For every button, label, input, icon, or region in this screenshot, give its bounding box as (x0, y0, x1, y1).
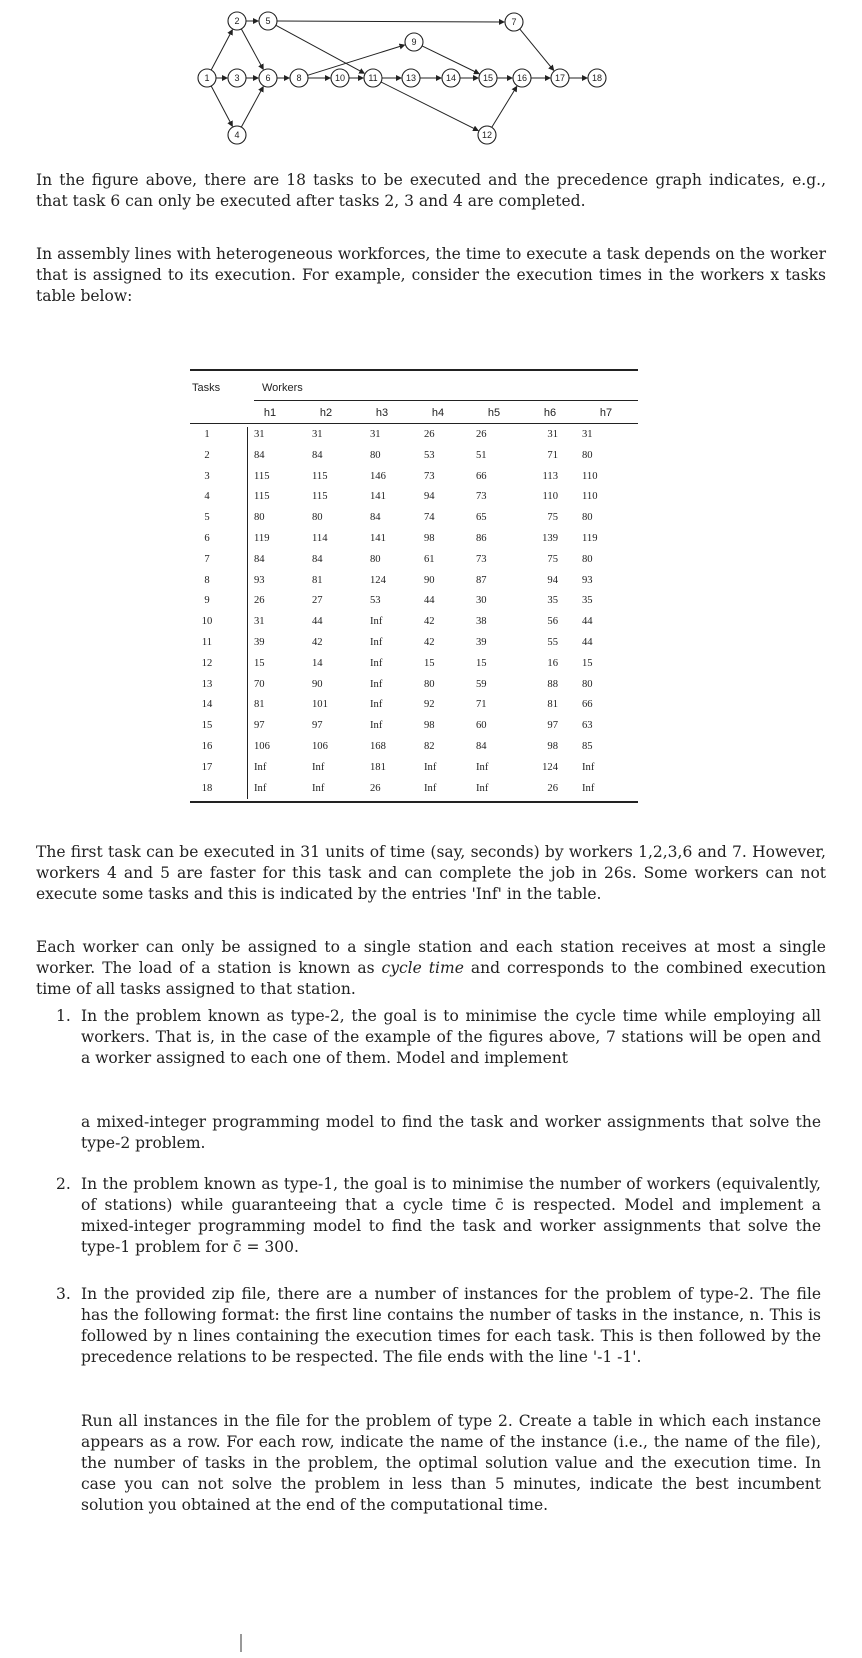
time-cell: 139 (542, 533, 558, 544)
task-node-label: 15 (482, 73, 494, 83)
time-cell: 106 (312, 741, 328, 752)
time-cell: 85 (582, 741, 593, 752)
time-cell: Inf (312, 782, 325, 794)
time-cell: 74 (424, 512, 435, 524)
time-cell: 84 (254, 449, 265, 461)
time-cell: Inf (424, 782, 437, 794)
table-row (190, 533, 638, 550)
task-node-4 (228, 126, 246, 144)
column-header-h3: h3 (375, 407, 389, 419)
time-cell: Inf (476, 761, 489, 773)
precedence-edge-2-6 (241, 29, 263, 69)
time-cell: 39 (476, 637, 487, 648)
time-cell: 101 (312, 699, 328, 711)
time-cell: 84 (254, 553, 265, 565)
time-cell: Inf (582, 782, 595, 794)
time-cell: 26 (424, 429, 435, 440)
time-cell: 55 (547, 637, 558, 648)
time-cell: 16 (547, 657, 558, 669)
time-cell: 44 (582, 616, 593, 628)
time-cell: 80 (312, 512, 323, 524)
time-cell: 42 (312, 637, 323, 648)
time-cell: Inf (370, 699, 383, 711)
time-cell: 98 (424, 720, 435, 732)
question-3-text-a: In the provided zip file, there are a number of instances for the problem of type-2. The file has the following format: the first line contains the number of tasks in the instance, n. This is followed by n lines containing the execution times for each task. This is then followed by the precedence relations to be respected. The file ends with the line '-1 -1'. (81, 1285, 821, 1366)
question-3-text-b: Run all instances in the file for the problem of type 2. Create a table in which each instance appears as a row. For each row, indicate the name of the instance (i.e., the name of the file), the number of tasks in the problem, the optimal solution value and the execution time. In case you can not solve the problem in less than 5 minutes, indicate the best incumbent solution you obtained at the end of the computational time. (81, 1412, 821, 1514)
task-node-2 (228, 12, 246, 30)
time-cell: 80 (370, 449, 381, 461)
time-cell: 59 (476, 678, 487, 690)
table-row (190, 741, 638, 758)
time-cell: 146 (370, 470, 386, 482)
task-id: 1 (204, 429, 210, 440)
time-cell: 82 (424, 741, 435, 752)
task-node-8 (290, 69, 308, 87)
assembly-paragraph: In assembly lines with heterogeneous workforces, the time to execute a task depends on the worker that is assigned to its execution. For example, consider the execution times in the workers x tasks table below: (36, 245, 826, 305)
time-cell: 110 (582, 491, 598, 503)
time-cell: 90 (424, 574, 435, 586)
time-cell: 86 (476, 533, 487, 544)
time-cell: 73 (476, 491, 487, 503)
cycle-time-text-b: and corresponds to the combined execution time of all tasks assigned to that station. (36, 959, 827, 998)
task-id: 14 (201, 699, 213, 711)
task-id: 17 (201, 761, 213, 773)
time-cell: 97 (254, 720, 265, 732)
time-cell: 97 (547, 720, 558, 732)
time-cell: Inf (312, 761, 325, 773)
text-cursor (240, 1634, 242, 1652)
task-id: 6 (204, 533, 210, 544)
time-cell: 51 (476, 449, 487, 461)
task-node-16 (513, 69, 531, 87)
task-id: 3 (204, 470, 210, 482)
time-cell: 27 (312, 595, 323, 607)
time-cell: 73 (476, 553, 487, 565)
task-node-12 (478, 126, 496, 144)
time-cell: 61 (424, 553, 435, 565)
precedence-edge-1-4 (211, 86, 232, 126)
task-node-6 (259, 69, 277, 87)
time-cell: 15 (582, 657, 593, 669)
table-top-rule (190, 369, 638, 371)
time-cell: 56 (547, 616, 558, 628)
time-cell: 141 (370, 491, 386, 503)
time-cell: 31 (312, 429, 323, 440)
time-cell: 115 (312, 470, 328, 482)
table-row (190, 637, 638, 654)
task-id: 9 (204, 595, 210, 607)
time-cell: 26 (547, 782, 558, 794)
time-cell: 115 (254, 491, 270, 503)
task-node-label: 12 (481, 130, 493, 140)
task-node-9 (405, 33, 423, 51)
precedence-edge-4-6 (241, 87, 263, 127)
task-node-13 (402, 69, 420, 87)
time-cell: 31 (547, 429, 558, 440)
task-id: 10 (201, 616, 213, 628)
precedence-graph (0, 0, 862, 165)
task-node-label: 13 (405, 73, 417, 83)
time-cell: 30 (476, 595, 487, 607)
time-cell: 31 (370, 429, 381, 440)
time-cell: 66 (582, 699, 593, 711)
cycle-time-text-a: Each worker can only be assigned to a single station and each station receives at most a single worker. The load of a station is known as (36, 938, 826, 977)
time-cell: 113 (542, 470, 558, 482)
table-row (190, 429, 638, 446)
time-cell: 84 (312, 449, 323, 461)
first-task-paragraph: The first task can be executed in 31 units of time (say, seconds) by workers 1,2,3,6 and 7. However, workers 4 and 5 are faster for this task and can complete the job in 26s. Some workers can not execute some tasks and this is indicated by the entries 'Inf' in the table. (36, 843, 826, 903)
task-node-label: 3 (234, 73, 240, 83)
column-header-h6: h6 (543, 407, 557, 419)
time-cell: 80 (254, 512, 265, 524)
time-cell: 124 (370, 574, 386, 586)
time-cell: 115 (254, 470, 270, 482)
time-cell: 63 (582, 720, 593, 732)
time-cell: 60 (476, 720, 487, 732)
time-cell: Inf (582, 761, 595, 773)
table-row (190, 783, 638, 800)
workers-header-rule (254, 400, 638, 401)
time-cell: 35 (582, 595, 593, 607)
time-cell: 14 (312, 657, 323, 669)
time-cell: 31 (254, 616, 265, 628)
task-node-10 (331, 69, 349, 87)
cycle-time-paragraph (36, 937, 826, 1000)
time-cell: Inf (370, 720, 383, 732)
task-node-label: 16 (516, 73, 528, 83)
time-cell: 66 (476, 470, 487, 482)
time-cell: 39 (254, 637, 265, 648)
task-node-label: 7 (511, 17, 517, 27)
table-bottom-rule (190, 801, 638, 803)
time-cell: 53 (370, 595, 381, 607)
time-cell: 73 (424, 470, 435, 482)
task-node-14 (442, 69, 460, 87)
precedence-edge-7-17 (520, 29, 554, 70)
task-node-15 (479, 69, 497, 87)
time-cell: 75 (547, 553, 558, 565)
column-header-h2: h2 (319, 407, 333, 419)
time-cell: Inf (254, 761, 267, 773)
table-row (190, 720, 638, 737)
time-cell: 53 (424, 449, 435, 461)
task-id: 18 (201, 782, 213, 794)
time-cell: 71 (547, 449, 558, 461)
time-cell: Inf (370, 678, 383, 690)
task-node-11 (364, 69, 382, 87)
cycle-time-term: cycle time (381, 959, 464, 977)
time-cell: 81 (547, 699, 558, 711)
time-cell: 26 (254, 595, 265, 607)
time-cell: 98 (424, 533, 435, 544)
time-cell: 106 (254, 741, 270, 752)
time-cell: Inf (254, 782, 267, 794)
time-cell: 26 (476, 429, 487, 440)
time-cell: 31 (254, 429, 265, 440)
time-cell: 110 (542, 491, 558, 503)
precedence-edge-11-12 (381, 82, 478, 131)
question-number: 3. (56, 1285, 71, 1303)
table-row (190, 450, 638, 467)
time-cell: 42 (424, 637, 435, 648)
task-node-label: 17 (554, 73, 566, 83)
precedence-edge-12-16 (492, 87, 517, 128)
workers-header: Workers (262, 382, 303, 394)
time-cell: 80 (424, 678, 435, 690)
task-id: 7 (204, 553, 210, 565)
precedence-edge-8-9 (308, 45, 405, 75)
time-cell: 44 (424, 595, 435, 607)
time-cell: 88 (547, 678, 558, 690)
time-cell: 15 (424, 657, 435, 669)
question-number: 1. (56, 1007, 71, 1025)
column-header-h5: h5 (487, 407, 501, 419)
time-cell: 80 (370, 553, 381, 565)
table-row (190, 575, 638, 592)
task-id: 4 (204, 491, 210, 503)
time-cell: 94 (424, 491, 435, 503)
intro-paragraph: In the figure above, there are 18 tasks to be executed and the precedence graph indicates, e.g., that task 6 can only be executed after tasks 2, 3 and 4 are completed. (36, 171, 826, 210)
table-row (190, 679, 638, 696)
task-id: 12 (201, 657, 213, 669)
time-cell: 80 (582, 678, 593, 690)
time-cell: 124 (542, 761, 558, 773)
column-header-h4: h4 (431, 407, 445, 419)
time-cell: 84 (370, 512, 381, 524)
time-cell: 114 (312, 533, 328, 544)
task-node-3 (228, 69, 246, 87)
task-id: 5 (204, 512, 210, 524)
time-cell: 84 (476, 741, 487, 752)
table-row (190, 616, 638, 633)
time-cell: 80 (582, 449, 593, 461)
question-1-text-a: In the problem known as type-2, the goal is to minimise the cycle time while employing all workers. That is, in the case of the example of the figures above, 7 stations will be open and a worker assigned to each one of them. Model and implement (81, 1007, 821, 1067)
time-cell: 44 (582, 637, 593, 648)
time-cell: Inf (476, 782, 489, 794)
task-id: 16 (201, 741, 213, 752)
task-node-label: 11 (368, 73, 378, 83)
task-node-label: 10 (334, 73, 346, 83)
task-node-label: 1 (204, 73, 210, 83)
question-1-text-b: a mixed-integer programming model to find the task and worker assignments that solve the type-2 problem. (81, 1113, 821, 1152)
task-node-label: 4 (234, 130, 240, 140)
task-node-label: 6 (265, 73, 271, 83)
task-node-1 (198, 69, 216, 87)
task-id: 13 (201, 678, 213, 690)
time-cell: 90 (312, 678, 323, 690)
time-cell: 93 (582, 574, 593, 586)
time-cell: 84 (312, 553, 323, 565)
time-cell: Inf (370, 637, 383, 648)
table-row (190, 658, 638, 675)
time-cell: 65 (476, 512, 487, 524)
time-cell: 97 (312, 720, 323, 732)
time-cell: 26 (370, 782, 381, 794)
time-cell: 93 (254, 574, 265, 586)
time-cell: Inf (370, 616, 383, 628)
table-row (190, 512, 638, 529)
time-cell: 80 (582, 512, 593, 524)
time-cell: 141 (370, 533, 386, 544)
table-row (190, 554, 638, 571)
time-cell: 119 (254, 533, 270, 544)
question-2-text: In the problem known as type-1, the goal is to minimise the number of workers (equivalently, of stations) while guaranteeing that a cycle time c̄ is respected. Model and implement a mixed-integer programming model to find the task and worker assignments that solve the type-1 problem for c̄ = 300. (81, 1175, 821, 1256)
precedence-edge-1-2 (211, 30, 232, 70)
task-id: 2 (204, 449, 210, 461)
tasks-header: Tasks (192, 382, 221, 394)
time-cell: 42 (424, 616, 435, 628)
question-number: 2. (56, 1175, 71, 1193)
task-id: 11 (201, 637, 213, 648)
time-cell: 44 (312, 616, 323, 628)
table-row (190, 699, 638, 716)
time-cell: 15 (254, 657, 265, 669)
time-cell: 15 (476, 657, 487, 669)
time-cell: 87 (476, 574, 487, 586)
task-node-7 (505, 13, 523, 31)
time-cell: 81 (254, 699, 265, 711)
column-header-h1: h1 (263, 407, 277, 419)
time-cell: 38 (476, 616, 487, 628)
task-id: 8 (204, 574, 210, 586)
task-node-label: 8 (296, 73, 302, 83)
time-cell: 31 (582, 429, 593, 440)
time-cell: Inf (370, 657, 383, 669)
time-cell: 71 (476, 699, 487, 711)
task-node-label: 2 (234, 16, 240, 26)
task-node-17 (551, 69, 569, 87)
table-row (190, 491, 638, 508)
task-node-18 (588, 69, 606, 87)
time-cell: 181 (370, 761, 386, 773)
task-node-label: 14 (445, 73, 457, 83)
column-header-h7: h7 (599, 407, 613, 419)
time-cell: 119 (582, 533, 598, 544)
precedence-edge-5-11 (276, 25, 364, 73)
time-cell: Inf (424, 761, 437, 773)
time-cell: 35 (547, 595, 558, 607)
time-cell: 110 (582, 470, 598, 482)
table-row (190, 762, 638, 779)
table-row (190, 595, 638, 612)
task-id: 15 (201, 720, 213, 732)
time-cell: 92 (424, 699, 435, 711)
time-cell: 81 (312, 574, 323, 586)
time-cell: 168 (370, 741, 386, 752)
column-header-rule (190, 423, 638, 424)
precedence-edge-5-7 (277, 21, 504, 22)
time-cell: 80 (582, 553, 593, 565)
time-cell: 70 (254, 678, 265, 690)
task-node-label: 5 (265, 16, 271, 26)
time-cell: 75 (547, 512, 558, 524)
table-row (190, 471, 638, 488)
time-cell: 94 (547, 574, 558, 586)
task-node-label: 9 (411, 37, 417, 47)
time-cell: 98 (547, 741, 558, 752)
task-node-label: 18 (591, 73, 603, 83)
task-node-5 (259, 12, 277, 30)
time-cell: 115 (312, 491, 328, 503)
